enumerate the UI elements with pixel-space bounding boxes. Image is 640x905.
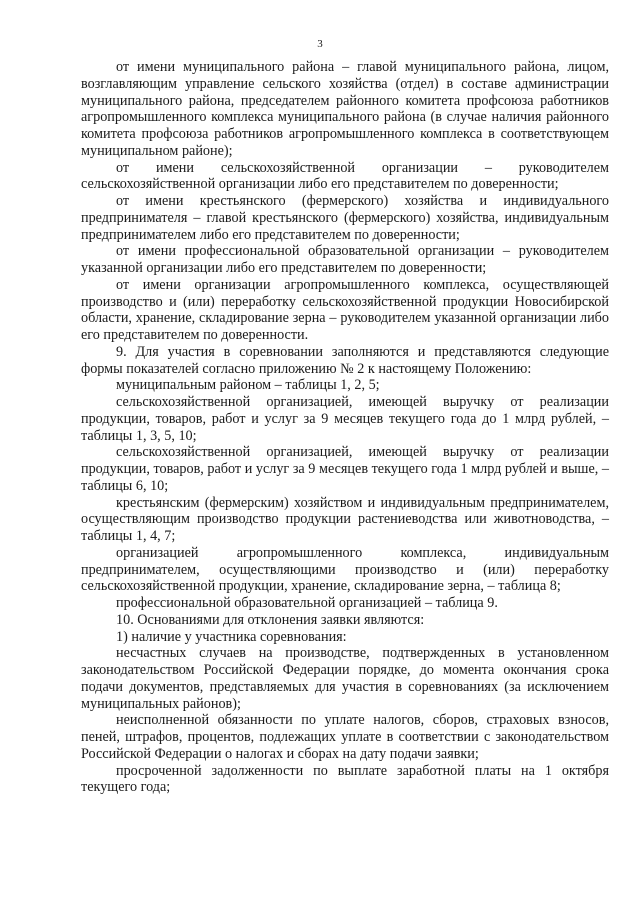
paragraph-rejection-accidents: несчастных случаев на производстве, подтвержденных в установленном законодательством Российской Федерации порядке, до момента окончания срока подачи документов, представляемых для участия в соревнованиях (за исключением муниципальных районов);	[81, 645, 609, 712]
paragraph-rejection-tax-debt: неисполненной обязанности по уплате налогов, сборов, страховых взносов, пеней, штрафов, процентов, подлежащих уплате в соответствии с законодательством Российской Федерации о налогах и сборах на дату подачи заявки;	[81, 712, 609, 762]
document-body	[81, 59, 609, 796]
paragraph-rejection-wage-arrears: просроченной задолженности по выплате заработной платы на 1 октября текущего года;	[81, 762, 609, 796]
paragraph-forms-agroindustrial: организацией агропромышленного комплекса, индивидуальным предпринимателем, осуществляющими производство и (или) переработку сельскохозяйственной продукции, хранение, складирование зерна, – таблица 8;	[81, 544, 609, 595]
paragraph-educational-organization-representative: от имени профессиональной образовательной организации – руководителем указанной организации либо его представителем по доверенности;	[81, 243, 609, 276]
paragraph-item-10-rejection-grounds: 10. Основаниями для отклонения заявки являются:	[116, 611, 425, 628]
paragraph-farm-representative: от имени крестьянского (фермерского) хозяйства и индивидуального предпринимателя – главой крестьянского (фермерского) хозяйства, индивидуальным предпринимателем либо его представителем по доверенности;	[81, 193, 609, 243]
paragraph-forms-municipal-district: муниципальным районом – таблицы 1, 2, 5;	[116, 377, 380, 394]
paragraph-forms-farm: крестьянским (фермерским) хозяйством и индивидуальным предпринимателем, осуществляющим производство продукции растениеводства или животноводства, – таблицы 1, 4, 7;	[81, 494, 609, 544]
paragraph-municipal-district-representative: от имени муниципального района – главой муниципального района, лицом, возглавляющим управление сельского хозяйства (отдел) в составе администрации муниципального района, председателем районного комитета профсоюза работников агропромышленного комплекса муниципального района (в случае наличия районного комитета профсоюза работников агропромышленного комплекса в соответствующем муниципальном районе);	[81, 59, 609, 159]
paragraph-agricultural-organization-representative: от имени сельскохозяйственной организации – руководителем сельскохозяйственной организации либо его представителем по доверенности;	[81, 159, 609, 193]
paragraph-rejection-1: 1) наличие у участника соревнования:	[116, 628, 347, 645]
page-number: 3	[317, 38, 323, 50]
paragraph-forms-educational: профессиональной образовательной организацией – таблица 9.	[116, 595, 498, 611]
paragraph-forms-organization-over-1bn: сельскохозяйственной организацией, имеющей выручку от реализации продукции, товаров, работ и услуг за 9 месяцев текущего года 1 млрд рублей и выше, – таблицы 6, 10;	[81, 444, 609, 494]
paragraph-agroindustrial-organization-representative: от имени организации агропромышленного комплекса, осуществляющей производство и (или) переработку сельскохозяйственной продукции Новосибирской области, хранение, складирование зерна – руководителем указанной организации либо его представителем по доверенности.	[81, 276, 609, 343]
paragraph-item-9-forms: 9. Для участия в соревновании заполняются и представляются следующие формы показателей согласно приложению № 2 к настоящему Положению:	[81, 343, 609, 377]
paragraph-forms-organization-under-1bn: сельскохозяйственной организацией, имеющей выручку от реализации продукции, товаров, работ и услуг за 9 месяцев текущего года до 1 млрд рублей, – таблицы 1, 3, 5, 10;	[81, 394, 609, 444]
